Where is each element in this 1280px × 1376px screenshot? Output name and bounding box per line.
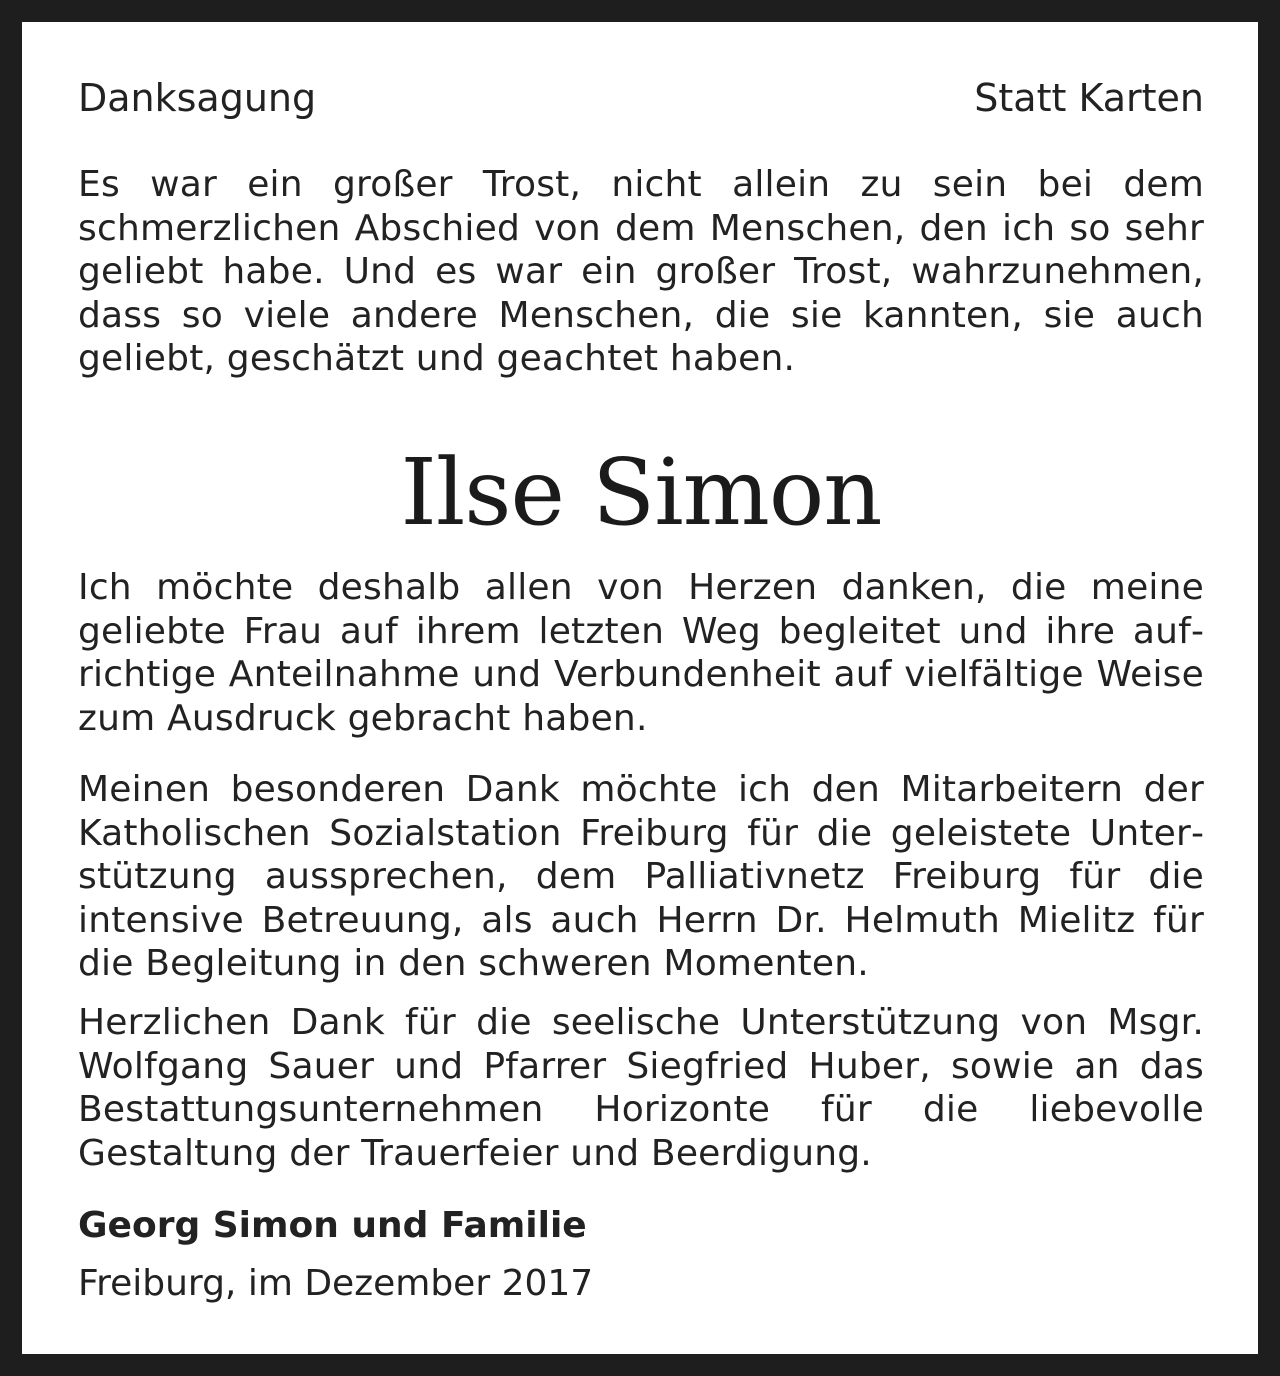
obituary-card xyxy=(22,22,1258,1354)
place-date: Freiburg, im Dezember 2017 xyxy=(78,1263,594,1304)
heartfelt-thanks-paragraph: Herzlichen Dank für die seelische Unterstützung von Msgr. Wolfgang Sauer und Pfarrer Siegfried Huber, sowie an das Bestattungsunternehmen Horizonte für die liebevolle Gestaltung der Trauerfeier und Beerdigung. xyxy=(78,1002,1204,1174)
signature: Georg Simon und Familie xyxy=(78,1205,587,1246)
special-thanks-paragraph: Meinen besonderen Dank möchte ich den Mitarbeitern der Katholischen Sozialstation Freiburg für die geleistete Unterstützung aussprechen, dem Palliativnetz Freiburg für die intensive Betreuung, als auch Herrn Dr. Helmuth Mielitz für die Begleitung in den schweren Momenten. xyxy=(78,769,1204,984)
thanks-paragraph: Ich möchte deshalb allen von Herzen danken, die meine geliebte Frau auf ihrem letzten Weg begleitet und ihre aufrichtige Anteilnahme und Verbundenheit auf vielfältige Weise zum Ausdruck gebracht haben. xyxy=(78,567,1204,739)
header-danksagung: Danksagung xyxy=(78,76,317,120)
deceased-name: Ilse Simon xyxy=(400,439,882,546)
header-statt-karten: Statt Karten xyxy=(974,76,1204,120)
intro-paragraph: Es war ein großer Trost, nicht allein zu sein bei dem schmerzlichen Abschied von dem Menschen, den ich so sehr geliebt habe. Und es war ein großer Trost, wahrzunehmen, dass so viele andere Menschen, die sie kannten, sie auch geliebt, geschätzt und geachtet haben. xyxy=(78,164,1204,379)
header-row xyxy=(78,76,1204,120)
